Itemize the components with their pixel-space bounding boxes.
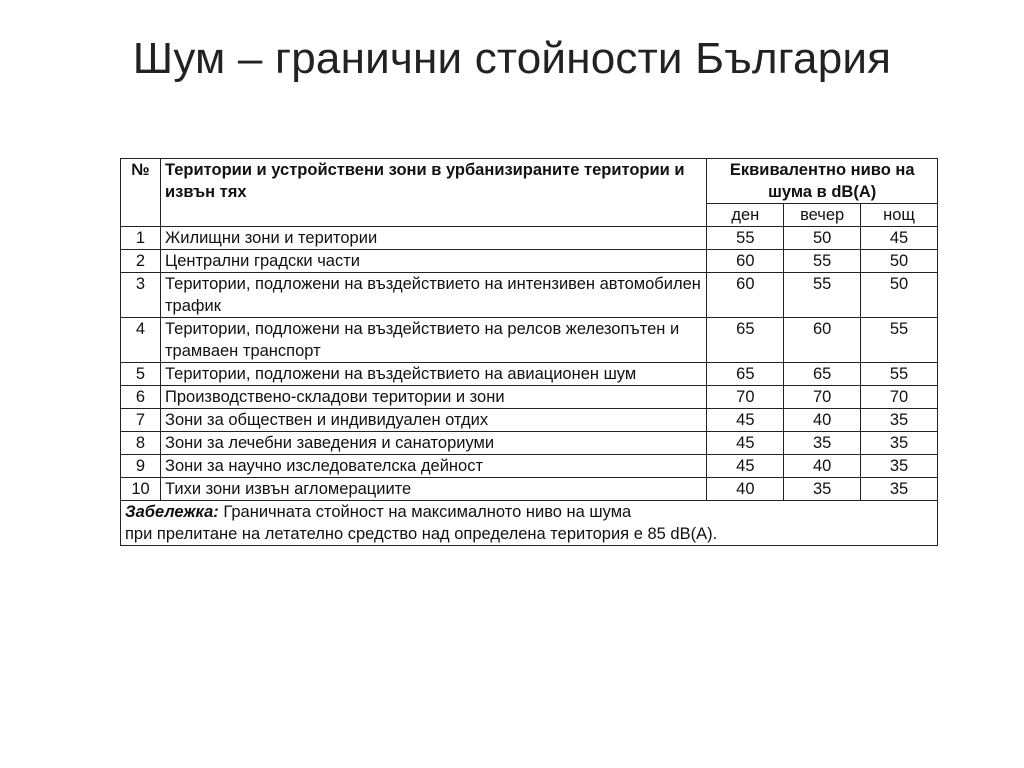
row-number: 4: [121, 318, 161, 363]
row-night-value: 35: [861, 432, 938, 455]
row-zone: Жилищни зони и територии: [161, 227, 707, 250]
row-night-value: 50: [861, 273, 938, 318]
row-night-value: 35: [861, 478, 938, 501]
table-row: [121, 386, 938, 409]
row-zone: Централни градски части: [161, 250, 707, 273]
row-zone: Територии, подложени на въздействието на авиационен шум: [161, 363, 707, 386]
row-day-value: 55: [707, 227, 784, 250]
table-row: [121, 318, 938, 363]
slide-title: Шум – гранични стойности България: [132, 34, 892, 83]
row-number: 7: [121, 409, 161, 432]
note-cell: [121, 501, 938, 546]
note-label: Забележка:: [125, 503, 219, 521]
row-evening-value: 35: [784, 432, 861, 455]
row-day-value: 45: [707, 455, 784, 478]
row-number: 5: [121, 363, 161, 386]
row-evening-value: 55: [784, 250, 861, 273]
row-day-value: 65: [707, 318, 784, 363]
row-evening-value: 60: [784, 318, 861, 363]
row-day-value: 60: [707, 273, 784, 318]
row-number: 6: [121, 386, 161, 409]
note-text-line-2: при прелитане на летателно средство над определена територия е 85 dB(A).: [125, 525, 718, 543]
table-header-row: [121, 159, 938, 204]
header-number: №: [121, 159, 161, 227]
note-text-line-1: Граничната стойност на максималното ниво на шума: [218, 503, 632, 521]
row-night-value: 55: [861, 363, 938, 386]
row-evening-value: 35: [784, 478, 861, 501]
row-zone: Зони за научно изследователска дейност: [161, 455, 707, 478]
header-evening: вечер: [784, 204, 861, 227]
row-zone: Зони за лечебни заведения и санаториуми: [161, 432, 707, 455]
table-row: [121, 227, 938, 250]
note-row: [121, 501, 938, 546]
table-row: [121, 273, 938, 318]
row-night-value: 50: [861, 250, 938, 273]
table-row: [121, 432, 938, 455]
row-zone: Зони за обществен и индивидуален отдих: [161, 409, 707, 432]
row-night-value: 45: [861, 227, 938, 250]
row-number: 10: [121, 478, 161, 501]
header-day: ден: [707, 204, 784, 227]
row-evening-value: 55: [784, 273, 861, 318]
row-number: 9: [121, 455, 161, 478]
row-number: 8: [121, 432, 161, 455]
table-row: [121, 478, 938, 501]
row-day-value: 40: [707, 478, 784, 501]
table-row: [121, 363, 938, 386]
row-zone: Производствено-складови територии и зони: [161, 386, 707, 409]
row-day-value: 45: [707, 432, 784, 455]
header-night: нощ: [861, 204, 938, 227]
header-noise-level: Еквивалентно ниво на шума в dB(A): [707, 159, 938, 204]
row-evening-value: 70: [784, 386, 861, 409]
row-day-value: 45: [707, 409, 784, 432]
row-night-value: 35: [861, 409, 938, 432]
row-day-value: 70: [707, 386, 784, 409]
row-evening-value: 50: [784, 227, 861, 250]
row-evening-value: 40: [784, 409, 861, 432]
row-zone: Тихи зони извън агломерациите: [161, 478, 707, 501]
table-row: [121, 455, 938, 478]
row-number: 1: [121, 227, 161, 250]
row-day-value: 60: [707, 250, 784, 273]
row-night-value: 55: [861, 318, 938, 363]
row-day-value: 65: [707, 363, 784, 386]
row-night-value: 35: [861, 455, 938, 478]
row-evening-value: 65: [784, 363, 861, 386]
row-evening-value: 40: [784, 455, 861, 478]
noise-limits-table: [120, 158, 938, 546]
row-number: 2: [121, 250, 161, 273]
row-night-value: 70: [861, 386, 938, 409]
table-row: [121, 250, 938, 273]
row-zone: Територии, подложени на въздействието на релсов железопътен и трамваен транспорт: [161, 318, 707, 363]
table-row: [121, 409, 938, 432]
row-number: 3: [121, 273, 161, 318]
row-zone: Територии, подложени на въздействието на интензивен автомобилен трафик: [161, 273, 707, 318]
header-zone: Територии и устройствени зони в урбанизираните територии и извън тях: [161, 159, 707, 227]
